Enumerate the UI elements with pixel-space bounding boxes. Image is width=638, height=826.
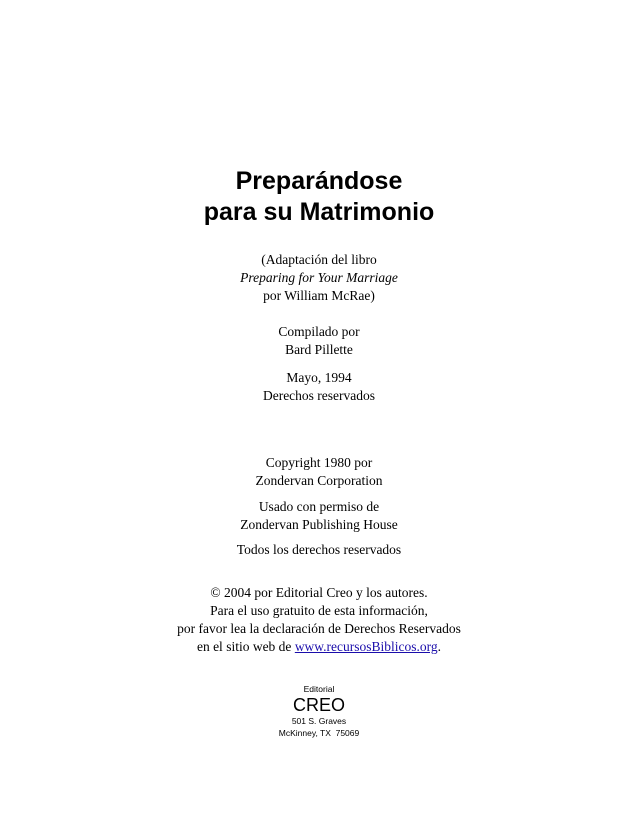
editorial-copyright-line-2: Para el uso gratuito de esta información, — [210, 603, 428, 618]
website-prefix: en el sitio web de — [196, 639, 295, 654]
all-rights-reserved — [0, 541, 638, 559]
adaptation-line-1: (Adaptación del libro — [261, 252, 377, 267]
compiled-by — [0, 323, 638, 359]
publisher-label: Editorial — [303, 684, 335, 694]
publisher-city: McKinney, TX 75069 — [278, 728, 360, 738]
date-block — [0, 369, 638, 405]
rights-line: Todos los derechos reservados — [236, 542, 402, 557]
date-line: Mayo, 1994 — [286, 370, 352, 385]
adaptation-author: por William McRae) — [263, 288, 375, 303]
website-suffix: . — [437, 639, 442, 654]
editorial-copyright-line-3: por favor lea la declaración de Derechos Reservados — [177, 621, 461, 636]
publisher-block — [0, 683, 638, 739]
editorial-copyright — [0, 584, 638, 656]
original-copyright — [0, 454, 638, 490]
website-link[interactable]: www.recursosBiblicos.org — [294, 639, 438, 654]
compiler-name: Bard Pillette — [285, 342, 353, 357]
editorial-copyright-line-1: © 2004 por Editorial Creo y los autores. — [210, 585, 428, 600]
permission-line-1: Usado con permiso de — [258, 499, 380, 514]
copyright-line-1: Copyright 1980 por — [265, 455, 373, 470]
document-title — [0, 166, 638, 228]
publisher-street: 501 S. Graves — [291, 716, 347, 726]
adaptation-note — [0, 251, 638, 305]
title-line-1: Preparándose — [235, 167, 403, 195]
reserved-line: Derechos reservados — [262, 388, 376, 403]
editorial-copyright-line-4 — [0, 638, 638, 656]
compiled-line-1: Compilado por — [278, 324, 360, 339]
copyright-line-2: Zondervan Corporation — [255, 473, 383, 488]
publisher-name: CREO — [292, 695, 345, 715]
permission-block — [0, 498, 638, 534]
title-line-2: para su Matrimonio — [203, 198, 435, 226]
original-book-title: Preparing for Your Marriage — [240, 270, 398, 285]
permission-line-2: Zondervan Publishing House — [240, 517, 398, 532]
